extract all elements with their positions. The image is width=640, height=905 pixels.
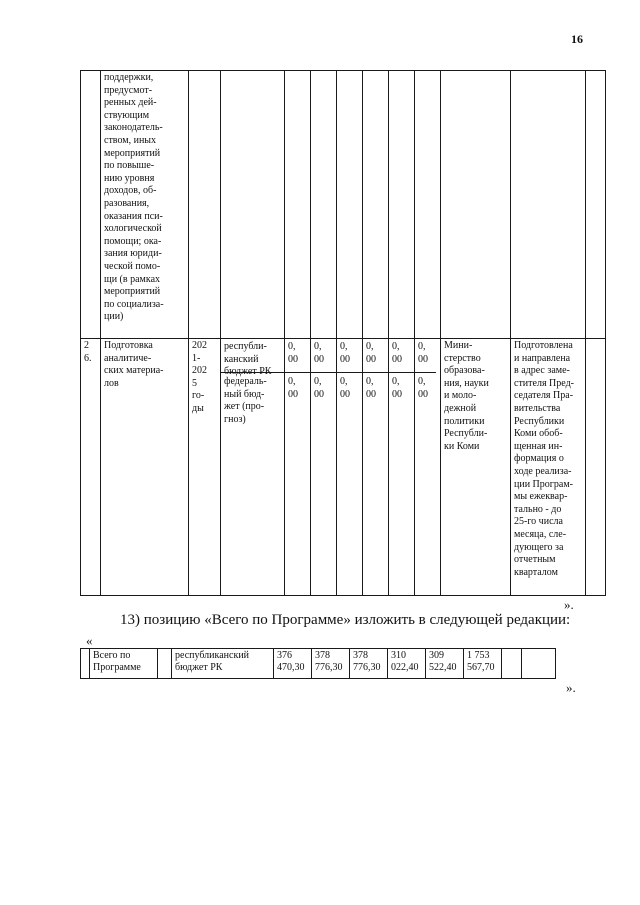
table-row (81, 71, 606, 339)
measure-name: Подготовка аналитиче- ских материа- лов (101, 339, 189, 596)
value-federal-5: 0, 00 (392, 376, 402, 400)
value-republic-5: 0, 00 (392, 341, 402, 365)
table-cell (158, 649, 172, 679)
value-federal-2: 0, 00 (314, 376, 324, 400)
value-federal-3: 0, 00 (340, 376, 350, 400)
table-cell (389, 71, 415, 339)
period: 202 1- 202 5 го- ды (189, 339, 221, 596)
table-cell (189, 71, 221, 339)
value-republic-6: 0, 00 (418, 341, 428, 365)
value-republic-4: 0, 00 (366, 341, 376, 365)
page-number: 16 (571, 32, 583, 46)
table-cell (337, 71, 363, 339)
total-value-4: 310 022,40 (388, 649, 426, 679)
table-cell (81, 649, 90, 679)
total-source: республиканский бюджет РК (172, 649, 274, 679)
table-cell (415, 71, 441, 339)
total-value-3: 378 776,30 (350, 649, 388, 679)
executor: Мини- стерство образова- ния, науки и моло- дежной политики Республи- ки Коми (441, 339, 511, 596)
measure-name-continued: поддержки, предусмот- ренных дей- ствующим законодатель- ством, иных мероприятий по повыше- нию уровня доходов, об- разования, оказания пси- хологической помощи; ока- зания юриди- ческой помо- щи (в рамках мероприятий по социализа- ции) (101, 71, 189, 339)
table-cell (363, 71, 389, 339)
total-value-1: 376 470,30 (274, 649, 312, 679)
table-row (81, 649, 556, 679)
value-republic-3: 0, 00 (340, 341, 350, 365)
value-republic-1: 0, 00 (288, 341, 298, 365)
table-cell (311, 71, 337, 339)
funding-source-republic: республи- канский бюджет РК (224, 341, 272, 378)
row-number: 2 6. (81, 339, 101, 596)
expected-result: Подготовлена и направлена в адрес заме- стителя Пред- седателя Пра- вительства Республики Коми обоб- щенная ин- формация о ходе реализа- ции Програм- мы ежеквар- тально - до 25-го числа месяца, сле- дующего за отчетным кварталом (511, 339, 586, 596)
table-cell (441, 71, 511, 339)
closing-quote-total: ». (566, 680, 576, 695)
table-cell (522, 649, 556, 679)
program-table (80, 70, 606, 596)
amendment-paragraph: 13) позицию «Всего по Программе» изложить в следующей редакции: (120, 612, 571, 628)
table-cell (511, 71, 586, 339)
table-cell (81, 71, 101, 339)
total-table (80, 648, 556, 679)
closing-quote: ». (564, 597, 574, 612)
total-value-2: 378 776,30 (312, 649, 350, 679)
funding-source-federal: федераль- ный бюд- жет (про- гноз) (224, 376, 267, 425)
total-value-5: 309 522,40 (426, 649, 464, 679)
total-label: Всего по Программе (90, 649, 158, 679)
table-cell (285, 71, 311, 339)
table-cell (502, 649, 522, 679)
value-republic-2: 0, 00 (314, 341, 324, 365)
table-cell (586, 71, 606, 339)
value-federal-6: 0, 00 (418, 376, 428, 400)
table-cell (221, 71, 285, 339)
opening-quote: « (86, 633, 93, 648)
table-cell (586, 339, 606, 596)
total-value-6: 1 753 567,70 (464, 649, 502, 679)
value-federal-4: 0, 00 (366, 376, 376, 400)
value-federal-1: 0, 00 (288, 376, 298, 400)
